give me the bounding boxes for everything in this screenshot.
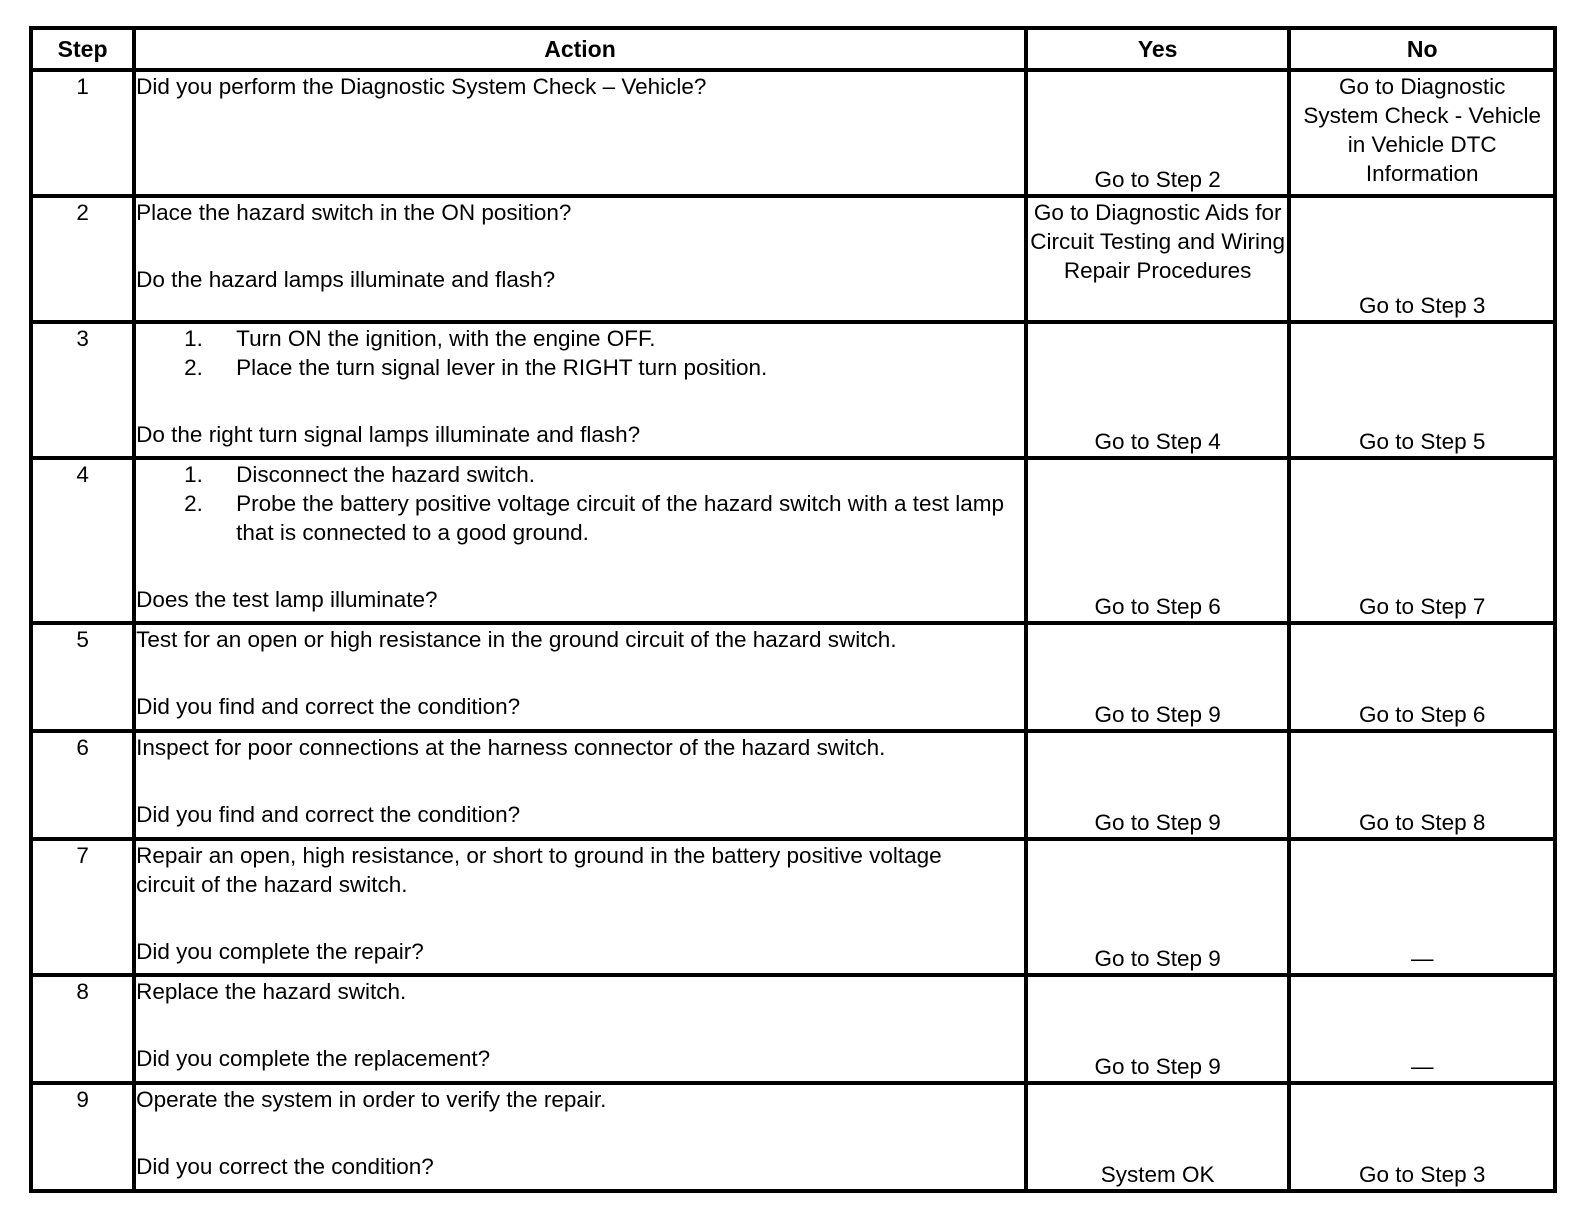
- no-cell: [1289, 623, 1555, 731]
- table-row: [31, 322, 1555, 458]
- action-cell: [134, 70, 1026, 196]
- no-cell: [1289, 1083, 1555, 1191]
- step-number: 2: [31, 196, 134, 322]
- action-cell: [134, 322, 1026, 458]
- substep-number: 2.: [184, 355, 203, 380]
- action-question: Did you correct the condition?: [136, 1154, 434, 1179]
- action-question: Do the right turn signal lamps illuminate and flash?: [136, 422, 641, 447]
- substep-list: [136, 460, 1024, 547]
- action-cell: [134, 623, 1026, 731]
- yes-result: Go to Step 9: [1094, 946, 1221, 971]
- no-cell: [1289, 322, 1555, 458]
- table-row: [31, 839, 1555, 975]
- no-cell: [1289, 839, 1555, 975]
- substep-number: 2.: [184, 491, 203, 516]
- step-number: 8: [31, 975, 134, 1083]
- header-step: Step: [31, 28, 134, 70]
- diagnostic-table: [29, 26, 1557, 1193]
- action-question: Did you find and correct the condition?: [136, 694, 521, 719]
- yes-result: System OK: [1100, 1162, 1215, 1187]
- header-yes: Yes: [1026, 28, 1290, 70]
- no-cell: [1289, 731, 1555, 839]
- yes-result: Go to Step 9: [1094, 1054, 1221, 1079]
- yes-result: Go to Step 9: [1094, 810, 1221, 835]
- table-row: [31, 975, 1555, 1083]
- yes-cell: [1026, 839, 1290, 975]
- substep-list: [136, 324, 1024, 382]
- substep-text: Disconnect the hazard switch.: [236, 462, 536, 487]
- yes-result: Go to Step 4: [1094, 429, 1221, 454]
- action-question: Do the hazard lamps illuminate and flash?: [136, 267, 556, 292]
- step-number: 9: [31, 1083, 134, 1191]
- action-question: Did you complete the replacement?: [136, 1046, 491, 1071]
- yes-cell: [1026, 322, 1290, 458]
- substep-number: 1.: [184, 462, 203, 487]
- action-instruction: Inspect for poor connections at the harness connector of the hazard switch.: [136, 735, 886, 760]
- action-cell: [134, 1083, 1026, 1191]
- action-instruction: Place the hazard switch in the ON position?: [136, 200, 572, 225]
- no-result: Go to Step 8: [1359, 810, 1486, 835]
- yes-result: Go to Step 9: [1094, 702, 1221, 727]
- action-instruction: Replace the hazard switch.: [136, 979, 407, 1004]
- action-cell: [134, 731, 1026, 839]
- no-result: Go to Step 6: [1359, 702, 1486, 727]
- no-cell: [1289, 70, 1555, 196]
- table-row: [31, 1083, 1555, 1191]
- substep-item: [184, 489, 1024, 547]
- step-number: 3: [31, 322, 134, 458]
- yes-cell: [1026, 731, 1290, 839]
- yes-cell: [1026, 70, 1290, 196]
- yes-cell: [1026, 1083, 1290, 1191]
- substep-number: 1.: [184, 326, 203, 351]
- action-instruction: Repair an open, high resistance, or short to ground in the battery positive voltage circuit of the hazard switch.: [136, 843, 942, 897]
- header-row: [31, 28, 1555, 70]
- substep-item: [184, 324, 1024, 353]
- no-result: Go to Diagnostic System Check - Vehicle in Vehicle DTC Information: [1303, 74, 1541, 186]
- no-result: Go to Step 3: [1359, 1162, 1486, 1187]
- no-result: —: [1410, 1054, 1434, 1079]
- yes-cell: [1026, 975, 1290, 1083]
- action-instruction: Test for an open or high resistance in the ground circuit of the hazard switch.: [136, 627, 897, 652]
- action-question: Does the test lamp illuminate?: [136, 587, 438, 612]
- yes-result: Go to Step 2: [1094, 167, 1221, 192]
- no-cell: [1289, 975, 1555, 1083]
- action-cell: [134, 975, 1026, 1083]
- action-question: Did you find and correct the condition?: [136, 802, 521, 827]
- yes-result: Go to Step 6: [1094, 594, 1221, 619]
- step-number: 5: [31, 623, 134, 731]
- step-number: 1: [31, 70, 134, 196]
- action-cell: [134, 458, 1026, 623]
- table-row: [31, 458, 1555, 623]
- no-cell: [1289, 196, 1555, 322]
- table-row: [31, 731, 1555, 839]
- substep-item: [184, 353, 1024, 382]
- no-result: Go to Step 3: [1359, 293, 1486, 318]
- header-no: No: [1289, 28, 1555, 70]
- table-row: [31, 196, 1555, 322]
- yes-cell: [1026, 623, 1290, 731]
- yes-cell: [1026, 196, 1290, 322]
- action-instruction: Did you perform the Diagnostic System Check – Vehicle?: [136, 74, 707, 99]
- substep-item: [184, 460, 1024, 489]
- step-number: 7: [31, 839, 134, 975]
- table-row: [31, 70, 1555, 196]
- no-result: Go to Step 5: [1359, 429, 1486, 454]
- no-cell: [1289, 458, 1555, 623]
- no-result: Go to Step 7: [1359, 594, 1486, 619]
- substep-text: Turn ON the ignition, with the engine OFF.: [236, 326, 656, 351]
- no-result: —: [1410, 946, 1434, 971]
- table-row: [31, 623, 1555, 731]
- action-cell: [134, 839, 1026, 975]
- yes-result: Go to Diagnostic Aids for Circuit Testing and Wiring Repair Procedures: [1030, 200, 1285, 283]
- yes-cell: [1026, 458, 1290, 623]
- action-cell: [134, 196, 1026, 322]
- substep-text: Probe the battery positive voltage circuit of the hazard switch with a test lamp that is connected to a good ground.: [236, 491, 1005, 545]
- step-number: 4: [31, 458, 134, 623]
- header-action: Action: [134, 28, 1026, 70]
- step-number: 6: [31, 731, 134, 839]
- action-question: Did you complete the repair?: [136, 939, 424, 964]
- substep-text: Place the turn signal lever in the RIGHT turn position.: [236, 355, 768, 380]
- action-instruction: Operate the system in order to verify the repair.: [136, 1087, 607, 1112]
